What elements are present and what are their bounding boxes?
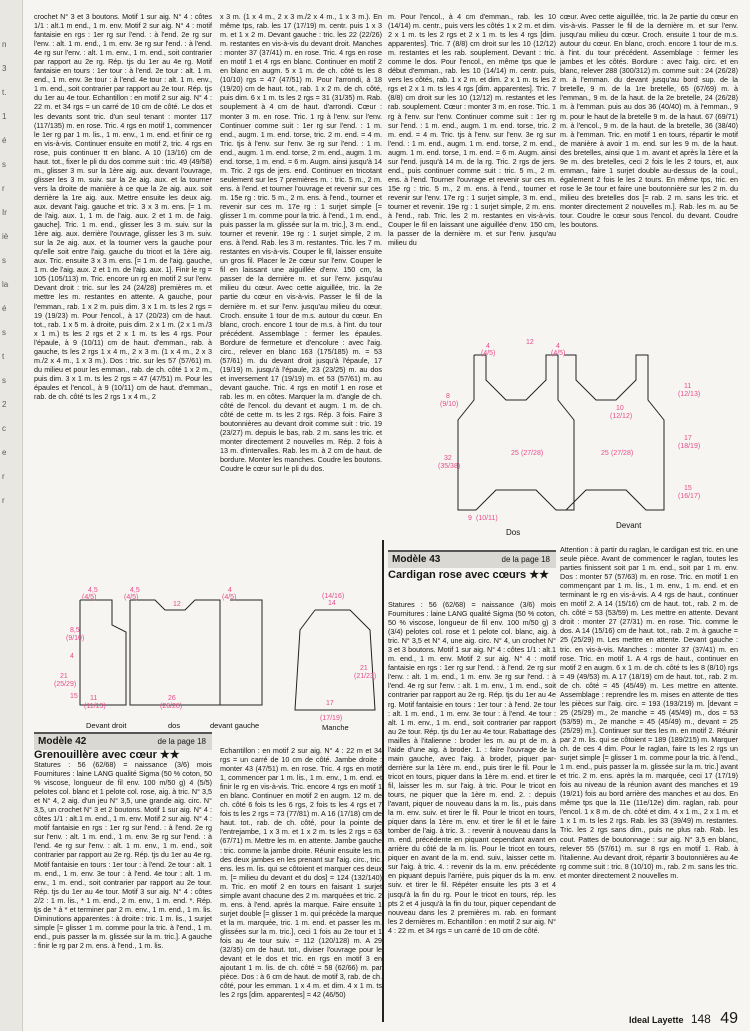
text-column-3: m. Pour l'encol., à 4 cm d'emman., rab. les 10 (14/14) m. centr., puis vers les côtés 1 x 2 m. et dim. 2 x 1 m. ts les 2 rgs et 2 x 1 m. ts les 4 rgs [dim. apparentes]. Tric. 7 (8/8) cm droit sur les 10 (12/12) m. restantes et les rab. souplement. Devant : tric. comme le dos. Pour l'encol., en même tps que le début d'emman., rab. les 10 (14/14) m. centr. puis, vers les côtés, rab. 1 x 2 m. et dim. 2 x 1 m. ts les 2 rgs et 2 x 1 m. ts les 4 rgs [dim. apparentes]. Tric. 7 (8/8) cm droit sur les 10 (12/12) m. restantes et les rab. souplement. Cœur : monter 3 m. en rose. Tric. 1 rg à l'env. sur l'env. Continuer comme suit : 1er rg sur l'end. : 1 m. end., augm. 1 m. end. torse, tric. 2 m. end. = 4 m. Tric. tjs à l'env. sur l'env. 3e rg sur l'end. : 1 m. end., augm. 1 m. end. torse, 2 m. end., augm. 1 m. end. torse, 1 m. end. = 6 m. Augm. ainsi sur l'end. jusqu'à 14 m. de la rg. Tric. 2 rgs de jers. end., puis continuer comme suit : tric. 5 m., 2 m. ens. à l'end. Tourner l'ouvrage et revenir sur ces m. 15e rg : tric. 5 m., 2 m. ens. à l'end., tourner et revenir sur l'env. 17e rg : 1 surjet simple, 3 m. end., tourner et revenir. 19e rg : 1 surjet simple, 2 m. ens. à l'end., rab. Tric. les 2 m. restantes en vis-à-vis. Couper le fil en laissant une aiguillée d'env. 150 cm, la passer de la dernière m. et sur l'env. jusqu'au milieu du — [388, 12, 556, 248]
gutter-fragment: s — [2, 256, 6, 265]
dim-label: (4/5) — [82, 594, 97, 601]
dim-label: 8,5 — [70, 627, 80, 634]
dim-label: (18/19) — [678, 443, 701, 450]
piece-label-back: dos — [168, 721, 181, 730]
piece-label-front: Devant — [616, 521, 642, 530]
text-column-5: Statures : 56 (62/68) = naissance (3/6) mois Fournitures : laine LANG qualité Sigma (50 % coton, 50 % viscose, longueur de fil env. 100 m/50 g) 4 (5/5) pelotes col. blanc et 1 pelote col. rose, aig. à tric. N° 3,5 et N° 4, 2 aig. d'un jeu N° 3,5, une grande aig. circ. N° 3,5, un crochet N° 3 et 2 boutons. Motif 1 sur aig. N° 4 : côtes 1/1 : alt.1 m. end., 1 m. env. Motif 2 sur aig. N° 4 : motif fantaisie en rgs : 1er rg sur l'end. : à l'end. 2e rg sur l'env. : alt. 1 m. end., 1 m. env. 3e rg sur l'end. : à l'end. 4e rg sur l'env. : alt. 1 m. env., 1 m. end., soit contrarier par rapport au 2e rg. Rép. tjs du 1er au 4e rg. Motif fantaisie en tours : 1er tour : à l'end. 2e tour : alt. 1 m. end., 1 m. env. 3e tour : à l'end. 4e tour : alt. 1 m. env., 1 m. end., soit contrarier par rapport au 2e tour. Rép. tjs du 1er au 4e tour. Motif 3 sur aig. N° 4 : côtes 2/2 : 1 m. lis., * 1 m. end., 2 m. env., 1 m. end. *. Rép. tjs de * à * et terminer par 2 m. env., 1 m. end., 1 m. lis. Diminutions apparentes : à droite : tric. 1 m. lis., 1 surjet simple [= glisser 1 m. comme pour la tric. à l'end., 1 m. end., puis passer la m. glissée sur la m. tric.]. A gauche : finir le rg par 2 m. ens. à l'end., 1 m. lis. — [34, 760, 212, 950]
cardigan-schematic — [30, 570, 380, 735]
dim-label: 12 — [173, 601, 181, 608]
dim-label: 17 — [326, 700, 334, 707]
piece-label-back: Dos — [506, 528, 521, 537]
dim-label: 14 — [328, 600, 336, 607]
dim-label: (4/5) — [481, 350, 496, 357]
dim-label: 11 — [90, 695, 98, 702]
dim-label: 10 — [616, 405, 624, 412]
dim-label: (12/12) — [610, 413, 633, 420]
page-number: 49 — [720, 1010, 738, 1027]
dim-label: 11 — [684, 383, 692, 390]
dim-label: 4 — [556, 343, 560, 350]
dim-label: (10/11) — [476, 515, 498, 522]
gutter-fragment: 1 — [2, 112, 7, 121]
dim-label: 8 — [446, 393, 450, 400]
gutter-fragment: 3 — [2, 64, 7, 73]
dim-label: 17 — [684, 435, 692, 442]
dim-label: 9 — [468, 515, 472, 522]
column-divider — [382, 540, 384, 1022]
gutter-fragment: t. — [2, 88, 7, 97]
gutter-fragment: r — [2, 184, 5, 193]
model-page-ref: de la page 18 — [501, 555, 550, 564]
dim-label: 15 — [70, 693, 78, 700]
dim-label: (35/38) — [438, 463, 461, 470]
dim-label: (26/28) — [160, 703, 183, 710]
dim-label: (9/10) — [66, 635, 85, 642]
dim-label: (14/16) — [322, 593, 345, 600]
model-43-header — [388, 550, 556, 568]
dim-label: 12 — [526, 339, 534, 346]
dim-label: 4 — [228, 587, 232, 594]
dim-label: (21/23) — [354, 673, 377, 680]
gutter-fragment: 2 — [2, 400, 7, 409]
dim-label: 4,5 — [88, 587, 98, 594]
romper-schematic — [386, 310, 738, 546]
dim-label: 15 — [684, 485, 692, 492]
dim-label: (16/17) — [678, 493, 701, 500]
dim-label: 25 — [511, 450, 519, 457]
piece-label-sleeve: Manche — [322, 723, 349, 732]
dim-label: (25/29) — [54, 681, 77, 688]
dim-label: (4/5) — [222, 594, 237, 601]
dim-label: 21 — [60, 673, 68, 680]
dim-label: 32 — [444, 455, 452, 462]
dim-label: 21 — [360, 665, 368, 672]
page-footer — [629, 1010, 738, 1028]
dim-label: (27/28) — [521, 450, 544, 457]
gutter-fragment: iè — [2, 232, 9, 241]
gutter-fragment: n — [2, 40, 7, 49]
text-column-4: cœur. Avec cette aiguillée, tric. la 2e partie du cœur en vis-à-vis. Passer le fil de la dernière m. et sur l'env. jusqu'au milieu du cœur. Croch. ensuite 1 tour de m.s. autour du cœur. En blanc, croch. encore 1 tour de m.s. à l'int. du tour précédent. Assemblage : fermer les jambes et les côtés. Bordure : avec l'aig. circ. et en blanc, relever 288 (300/312) m. comme suit : 24 (26/28) m. à l'emman. du devant jusqu'au bord sup. de la bretelle, 9 m. de la 1re bretelle, 65 (67/69) m. à l'emman., 9 m. de la haut. de la 2e bretelle, 24 (26/28) m. à l'emman. puis au dos 36 (40/40) m. à l'emman., 9 m. pour le haut de la bretelle 9 m. de la haut. 67 (69/71) m. à l'encol., 9 m. de la haut. de la bretelle, 36 (38/40) m. à l'emman. Tric. en motif 1 en tours, répartir le motif de manière à avoir 1 m. end. sur les 9 m. de la haut. des bretelles, ainsi que 1 m. avant et après la 1ère et la 9e m. des bretelles, ceci 2 fois le les 2 tours, et, aux emman., faire 1 surjet double au-dessus de la coul., également 2 fois le les 2 tours. En même tps, tric. en rose le 3e tour et faire une boutonnière sur les 2 m. du milieu des bretelles dos [= rab. 2 m. sans les tric. et monter directement 2 nouvelles m.]. Rab. les m. au 5e tour. Coudre le cœur sous l'encol. du devant. Coudre les boutons. — [560, 12, 738, 230]
previous-page-edge — [0, 0, 23, 1031]
dim-label: 4 — [70, 653, 74, 660]
dim-label: (11/13) — [84, 703, 106, 710]
gutter-fragment: s — [2, 160, 6, 169]
dim-label: (27/28) — [611, 450, 634, 457]
gutter-fragment: e — [2, 448, 7, 457]
dim-label: (4/5) — [124, 594, 139, 601]
piece-label-front-right: Devant droit — [86, 721, 127, 730]
gutter-fragment: é — [2, 304, 7, 313]
model-43-title: Cardigan rose avec cœurs ★★ — [388, 569, 549, 581]
model-number: Modèle 43 — [392, 554, 441, 565]
dim-label: (17/19) — [320, 715, 343, 722]
gutter-fragment: r — [2, 472, 5, 481]
issue-number: 148 — [690, 1012, 711, 1026]
model-page-ref: de la page 18 — [157, 737, 206, 746]
text-column-1: crochet N° 3 et 3 boutons. Motif 1 sur aig. N° 4 : côtes 1/1 : alt.1 m end., 1 m. env. Motif 2 sur aig. N° 4 : motif fantaisie en rgs : 1er rg sur l'end. : à l'end. 2e rg sur l'env. : alt. 1 m. end., 1 m. env. 3e rg sur l'end. : à l'end. 4e rg sur l'env. : alt. 1 m. env., 1 m. end., soit contrarier par rapport au 2e rg. Rép. tjs du 1er au 4e rg. Motif fantaisie en tours : 1er tour : à l'end. 2e tour : alt. 1 m. end., 1 m. env. 3e tour : à l'end. 4e tour : alt. 1 m. env., 1 m. end., soit contrarier par rapport au 2e tour. Rép. tjs du 1er au 4e tour. Echantillon : en motif 2 sur aig. N° 4 : 22 m. et 34 rgs = un carré de 10 cm de côté. Le dos et les devants sont tric. d'un seul tenant : monter 117 (117/135) m. en rose. Tric. 4 rgs en motif 1, commencer le 1er rg par 1 m. lis., 1 m. env., 1 m. end. et finir ce rg en vis-à-vis. Continuer ensuite en motif 2, tric. 4 rgs en rose, puis continuer tt en blanc. A 10 (13/16) cm de haut. tot., fixer le pli du dos comme suit : tric. 49 (49/58) m., glisser 3 m. sur la 1ère aig. aux. devant l'ouvrage, glisser les 3 m. suiv. sur la 2e aig. aux. et la tourner vers la droite de manière à ce que la 2e aig. aux. soit derrière la 1re aig. aux. Mettre ensuite les deux aig. aux. devant l'aig. gauche et tric. 3 x 3 m. ens. [= 1 m. de l'aig. aux. 1, 1 m. de l'aig. aux. 2 et 1 m. de l'aig. gauche]. Tric. 1 m. end., glisser les 3 m. suiv. sur la 1ère aig. aux. derrière l'ouvrage, glisser les 3 m. suiv. sur la 2e aig. aux. et la tourner vers la gauche pour qu'elle soit entre l'aig. gauche du tricot et la 1ère aig. aux. Tric. ensuite 3 x 3 m. ens. [= 1 m. de l'aig. gauche, 1 m. de l'aig. aux. 2 et 1 m. de l'aig. aux. 1]. Finir le rg = 105 (105/113) m. Tric. encore un rg en motif 2 sur l'env. Devant droit : tric. sur les 24 (24/28) premières m. et mettre les m. restantes en attente. A gauche, pour l'emman., rab. 1 x 2 m. puis dim. 3 x 1 m. ts les 2 rgs = 19 (19/23) m. Pour l'encol., à 17 (20/23) cm de haut. tot., rab. 1 x 5 m. à droite, puis dim. 2 x 1 m. (2 x 1 m./3 x 1 m.) ts les 2 rgs et 2 x 1 m. ts les 4 rgs. Pour l'épaule, à 9 (10/11) cm de haut. d'emman., rab. à gauche, ts les 2 rgs 1 x 4 m., 2 x 3 m. (1 x 4 m., 2 x 3 m./2 x 4 m., 1 x 3 m.). Dos : tric. sur les 57 (57/61) m. du milieu et pour les emman., rab. de ch. côté 1 x 2 m., puis dim. 3 x 1 m. ts les 2 rgs = 47 (47/51) m. Pour les épaules et l'encol., à 9 (10/11) cm de haut. d'emman., rab. de ch. côté ts les 2 rgs 1 x 4 m., 2 — [34, 12, 212, 401]
dim-label: 4,5 — [130, 587, 140, 594]
piece-label-front-left: devant gauche — [210, 721, 260, 730]
text-column-8: Attention : à partir du raglan, le cardigan est tric. en une seule pièce. Avant de commencer le raglan, toutes les parties finissent soit par 1 m. end., soit par 1 m. env. Dos : monter 57 (57/63) m. en rose. Tric. en motif 1 en commençant par 1 m. lis., 1 m. env., 1 m. end. et en terminant le rg en vis-à-vis. A 4 rgs de haut., continuer en motif 2. A 14 (15/16) cm de haut. tot., rab. 2 m. de ch. côté = 53 (53/59) m. Les mettre en attente. Devant droit : monter 27 (27/31) m. en rose. Tric. comme le dos. A 14 (15/16) cm de haut. tot., rab. 2 m. à gauche = 25 (25/29) m. Les mettre en attente. Devant gauche : tric. en vis-à-vis. Manches : monter 37 (37/41) m. en rose. Tric. en motif 1. A 4 rgs de haut., continuer en motif 2 en augm. 6 x 1 m. de ch. côté ts les 8 (8/10) rgs = 49 (49/53) m. A 17 (18/19) cm de haut. tot., rab. 2 m. de ch. côté = 45 (45/49) m. Les mettre en attente. Assemblage : reprendre les m. mises en attente de ttes les pièces sur l'aig. circ. = 193 (193/219) m. [devant = 25 (25/29) m., 2e manche = 45 (45/49) m., dos = 53 (53/59) m., 2e manche = 45 (45/49) m., devant = 25 (25/29) m.]. Continuer sur ttes les m. en motif 2. Réunir par 2 m. lis. qui se côtoient = 189 (189/215) m. Marquer ch. de ces 4 dim. Pour le raglan, faire ts les 2 rgs un surjet simple [= glisser 1 m. comme pour la tric. à l'end., 1 m. end., puis passer la m. glissée sur la m. tric.] avant et tric. 2 m. ens. après la m. marquée, ceci 17 (17/19) fois au niveau de la réunion avant des manches et 19 (19/21) fois au bord arrière des manches et au dos. En même tps que la 11e (11e/12e) dim. raglan, rab. pour l'encol. 1 x 8 m. de ch. côté et dim. 4 x 1 m., 2 x 1 m. et 1 x 1 m. ts les 2 rgs. Rab. les 33 (39/49) m. restantes. Tric. les 2 rgs sans dim., puis ne plus rab. Rab. les cout. Pattes de boutonnage : sur aig. N° 3,5 en blanc, relever 55 (57/61) m. sur 8 rgs en motif 1. Rab. à l'italienne. Au devant droit, répartir 3 boutonnières au 4e rg comme suit : tric. 8 (10/10) m., rab. 2 m. sans les tric. et monter directement 2 nouvelles m. — [560, 545, 738, 880]
dim-label: (4/5) — [551, 350, 566, 357]
gutter-fragment: t — [2, 352, 5, 361]
text-column-6: Echantillon : en motif 2 sur aig. N° 4 : 22 m et 34 rgs = un carré de 10 cm de côté. Jambe droite : monter 43 (47/51) m. en rose. Tric. 4 rgs en motif 1, commencer par 1 m. lis., 1 m. env., 1 m. end. et finir le rg en vis-à-vis. Tric. encore 4 rgs en motif 1 en blanc. Continuer en motif 2 en augm. 12 m. de ch. côté 6 fois ts les 6 rgs, 2 fois ts les 4 rgs et 7 fois ts les 2 rgs = 73 (77/81) m. A 16 (17/18) cm de haut. tot., rab. de ch. côté, pour la pointe de l'entrejambe, 1 x 3 m. et 1 x 2 m. ts les 2 rgs = 63 (67/71) m. Mettre les m. en attente. Jambe gauche : tric. comme la jambe droite. Réunir ensuite les m. des deux jambes en les prenant sur l'aig. circ., tric. ens. les m. lis. qui se côtoient et marquer ces deux m. [= milieu du devant et du dos] = 124 (132/140) m. Tric. en motif 2 en tours en faisant 1 surjet simple avant chacune des 2 m. marquées et tric. 2 m. ens. à l'end. après la marque. Faire ensuite 1 surjet double [= glisser 1 m. qui précède la marque et la m. marquée, tric. 1 m. end. et passer les m. glissées sur la m. tric.], ceci 1 fois au 2e tour et 1 fois au 4e tour suiv. = 112 (120/128) m. A 29 (32/35) cm de haut. tot., diviser l'ouvrage pour le devant et le dos et tric. en rgs en motif 3 en ajoutant 1 m. lis. de ch. côté = 58 (62/66) m. par pièce. Dos : à 6 cm de haut. de motif 3, rab. de ch. côté, pour les emman. 1 x 4 m. et dim. 4 x 1 m. ts les 2 rgs [dim. apparentes] = 42 (46/50) — [220, 746, 382, 1000]
gutter-fragment: la — [2, 280, 9, 289]
model-number: Modèle 42 — [38, 736, 87, 747]
dim-label: 25 — [601, 450, 609, 457]
magazine-brand: Ideal Layette — [628, 1015, 684, 1025]
dim-label: (12/13) — [678, 391, 701, 398]
dim-label: (9/10) — [440, 401, 459, 408]
text-column-2: x 3 m. (1 x 4 m., 2 x 3 m./2 x 4 m., 1 x 3 m.). En même tps, rab. les 17 (17/19) m. centr. puis 1 x 3 m. et 1 x 2 m. Devant gauche : tric. les 22 (22/26) m. restantes en vis-à-vis du devant droit. Manches : monter 37 (37/41) m. en rose. Tric. 4 rgs en rose en motif 1 et 4 rgs en blanc. Continuer en motif 2 en blanc en augm. 5 x 1 m. de ch. côté ts les 8 (10/10) rgs = 47 (47/51) m. Pour l'arrondi, à 18 (19/20) cm de haut. tot., rab. 1 x 2 m. de ch. côté, puis dim. 6 x 1 m. ts les 2 rgs = 31 (31/35) m. Rab. souplement à 4 cm de haut. d'arrondi. Cœur : monter 3 m. en rose. Tric. 1 rg à l'env. sur l'env. Continuer comme suit : 1er rg sur l'end. : 1 m. end., augm. 1 m. end. torse, tric. 2 m. end. = 4 m. Tric. tjs à l'env. sur l'env. 3e rg sur l'end. : 1 m. end., augm. 1 m. end. torse, 2 m. end., augm. 1 m. end. torse, 1 m. end. = 6 m. Augm. ainsi jusqu'à 14 m. Tric. 2 rgs de jers. end. Continuer en tricotant seulement sur les 7 premières m. : tric. 5 m., 2 m. ens. à l'end. et tourner l'ouvrage et revenir sur ces m. 15e rg : tric. 5 m., 2 m. ens. à l'end., tourner et revenir sur ces m. 17e rg : 1 surjet simple [= glisser 1 m. comme pour la tric. à l'end., 1 m. end., puis passer la m. glissée sur la m. tric.], 3 m. end., tourner et revenir. 19e rg : 1 surjet simple, 2 m. ens. à l'end. Rab. les 3 m. restantes. Tric. les 7 m. restantes en vis-à-vis. Couper le fil, laisser ensuite un gros fil. Placer le 2e cœur sur l'env. Couper le fil en laissant une aiguillée d'env. 150 cm, la passer de la dernière m. et sur l'env. jusqu'au milieu du cœur. Avec cette aiguillée, tric. la 2e partie du cœur en vis-à-vis. Passer le fil de la dernière m. et sur l'env. jusqu'au milieu du cœur. Croch. ensuite 1 tour de m.s. autour du cœur. En blanc, croch. encore 1 tour de m.s. à l'int. du tour précédent. Assemblage : fermer les épaules. Bordure de fermeture et d'encolure : avec l'aig. circ., relever en blanc 163 (175/185) m. = 53 (57/61) m. du devant droit jusqu'à l'épaule, 17 (19/19) m. jusqu'à l'épaule, 23 (23/25) m. au dos et inversement 17 (19/19) m. et 53 (57/61) m. au devant gauche. Tric. 4 rgs en motif 1 en rose et rab. les m. en côtes. Marquer la m. d'angle de ch. côté de l'encol. du devant et augm. 1 m. de ch. côté de cette m. ts les 2 rgs. Rép. 3 fois. Faire 3 boutonnières au devant droit comme suit : tric. 19 (23/27) m. depuis le bas, rab. 2 m. sans les tric. et monter directement 2 nouvelles m. Rép. 2 fois à 13 m. d'intervalles. Rab. les m. à 2 cm de haut. de bordure. Monter les manches. Coudre les boutons. Coudre le cœur sur le pli du dos. — [220, 12, 382, 474]
gutter-fragment: c — [2, 424, 6, 433]
dim-label: 26 — [168, 695, 176, 702]
gutter-fragment: s — [2, 376, 6, 385]
gutter-fragment: s — [2, 328, 6, 337]
dim-label: 4 — [486, 343, 490, 350]
gutter-fragment: é — [2, 136, 7, 145]
gutter-fragment: r — [2, 496, 5, 505]
model-42-title: Grenouillère avec cœur ★★ — [34, 749, 180, 761]
text-column-7: Statures : 56 (62/68) = naissance (3/6) mois Fournitures : laine LANG qualité Sigma (50 % coton, 50 % viscose, longueur de fil env. 100 m/50 g) 3 (3/4) pelotes col. rose et 1 pelote col. blanc, aig. à tric. N° 3,5 et N° 4, une aig. circ. N° 4, un crochet N° 3 et 3 boutons. Motif 1 sur aig. N° 4 : côtes 1/1 : alt.1 m. end., 1 m. env. Motif 2 sur aig. N° 4 : motif fantaisie en rgs : 1er rg sur l'end. : à l'end. 2e rg sur l'env. : alt. 1 m. end., 1 m. env. 3e rg sur l'end. : à l'end. 4e rg sur l'env. : alt. 1 m. env., 1 m. end., soit contrarier par rapport au 2e rg. Rép. tjs du 1er au 4e rg. Motif fantaisie en tours : 1er tour : à l'end. 2e tour : alt. 1 m. end., 1 m. env. 3e tour : à l'end. 4e tour : alt. 1 m. env., 1 m. end., soit contrarier par rapport au 2e tour. Rép. tjs du 1er au 4e tour. Rabattage des mailles à l'italienne : broder les m. au pt de m. à l'aide d'une aig. à broder. 1. : faire l'ouvrage de la main gauche, avec l'aig. à broder, piquer par-derrière sur la 1ère m. end., puis tirer le fil. Pour le tricot en tours, piquer dans la 1ère m. end. et tirer le fil, laisser les m. sur l'aig. à tric. Pour le tricot en tours, ne piquer que la 1ère m. end. 2. : depuis l'avant, piquer de nouveau dans la m. lis., puis dans la m. env. suiv. et tirer le fil. Pour le tricot en tours, piquer dans la 1ère m. env. et tirer le fil et le faire tomber de l'aig. à tric. 3. : revenir à nouveau dans la m. end. précédente en piquant cependant avant en arrière du côté de la m. lis. Pour le tricot en tours, piquer en avant de la m. end. suiv., laisser cette m. sur l'aig. à tric. 4. : revenir ds la m. env. précédente en piquant depuis l'arrière, puis piquer ds la m. env. suiv. et tirer le fil. Répéter ensuite les pts 3 et 4 jusqu'à la fin du rg. Pour le tricot en tours, rép. les pts 2 et 4 jusqu'à la fin du tour, piquer cependant de nouveau dans les 2 premières m. rab. en formant les 2 dernières m. Echantillon : en motif 2 sur aig. N° 4 : 22 m. et 34 rgs = un carré de 10 cm de côté. — [388, 600, 556, 935]
gutter-fragment: Ir — [2, 208, 7, 217]
